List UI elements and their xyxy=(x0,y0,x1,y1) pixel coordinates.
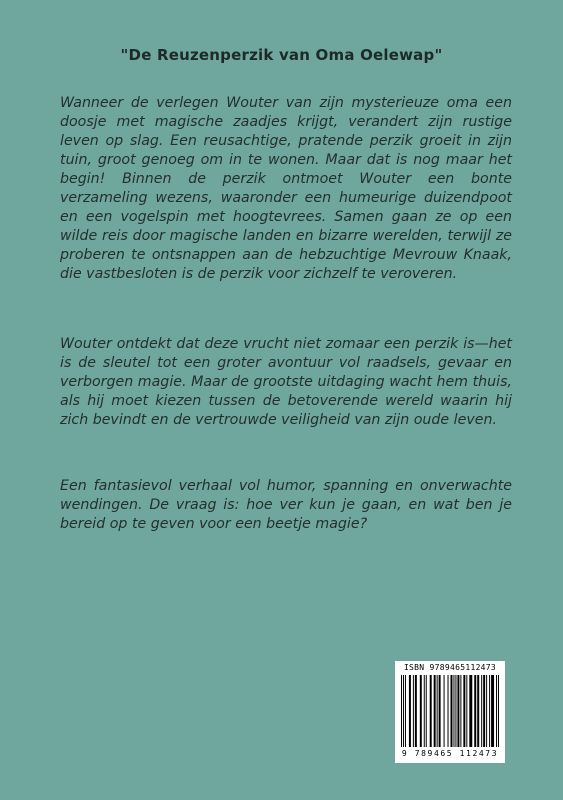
barcode-bar xyxy=(460,675,461,747)
barcode-bar xyxy=(483,675,485,747)
barcode-bar xyxy=(455,675,456,747)
isbn-label: ISBN 9789465112473 xyxy=(403,663,497,672)
barcode-bar xyxy=(466,675,467,747)
barcode-bar xyxy=(437,675,438,747)
barcode-bars xyxy=(401,675,499,751)
barcode-bar xyxy=(463,675,465,747)
barcode-bar xyxy=(477,675,479,747)
barcode-bar xyxy=(481,675,482,747)
barcode-bar xyxy=(486,675,487,747)
barcode-bar xyxy=(420,675,422,747)
barcode-bar xyxy=(474,675,476,747)
blurb-paragraph-1: Wanneer de verlegen Wouter van zijn mysterieuze oma een doosje met magische zaadjes krijgt, verandert zijn rustige leven op slag. Een reusachtige, pratende perzik groeit in zijn tuin, groot genoeg om in te wonen. Maar dat is nog maar het begin! Binnen de perzik ontmoet Wouter een bonte verzameling wezens, waaronder een humeurige duizendpoot en een vogelspin met hoogtevrees. Samen gaan ze op een wilde reis door magische landen en bizarre werelden, terwijl ze proberen te ontsnappen aan de hebzuchtige Mevrouw Knaak, die vastbesloten is de perzik voor zichzelf te veroveren. xyxy=(60,95,512,282)
ean-digits: 9 789465 112473 xyxy=(401,749,499,758)
barcode-bar xyxy=(450,675,452,747)
barcode-bar xyxy=(434,675,436,747)
barcode-bar xyxy=(426,675,427,747)
barcode-bar xyxy=(489,675,490,747)
barcode-bar xyxy=(430,675,432,747)
barcode-bar xyxy=(453,675,454,747)
barcode-bar xyxy=(415,675,417,747)
barcode-bar xyxy=(444,675,445,747)
blurb-paragraph-2: Wouter ontdekt dat deze vrucht niet zomaar een perzik is—het is de sleutel tot een groter avontuur vol raadsels, gevaar en verborgen magie. Maar de grootste uitdaging wacht hem thuis, als hij moet kiezen tussen de betoverende wereld waarin hij zich bevindt en de vertrouwde veiligheid van zijn oude leven. xyxy=(60,336,512,428)
barcode-bar xyxy=(491,675,494,747)
isbn-barcode xyxy=(395,661,505,763)
barcode-bar xyxy=(469,675,472,747)
barcode-bar xyxy=(439,675,441,747)
barcode-bar xyxy=(409,675,411,747)
book-title: "De Reuzenperzik van Oma Oelewap" xyxy=(120,46,443,64)
barcode-bar xyxy=(413,675,414,747)
barcode-bar xyxy=(457,675,459,747)
blurb-paragraph-3: Een fantasievol verhaal vol humor, spanning en onverwachte wendingen. De vraag is: hoe ver kun je gaan, en wat ben je bereid op te geven voor een beetje magie? xyxy=(60,478,512,532)
barcode-bar xyxy=(405,675,406,747)
barcode-bar xyxy=(496,675,497,747)
barcode-bar xyxy=(401,675,402,747)
barcode-bar xyxy=(403,675,404,747)
barcode-bar xyxy=(424,675,425,747)
barcode-bar xyxy=(498,675,499,747)
barcode-bar xyxy=(448,675,449,747)
